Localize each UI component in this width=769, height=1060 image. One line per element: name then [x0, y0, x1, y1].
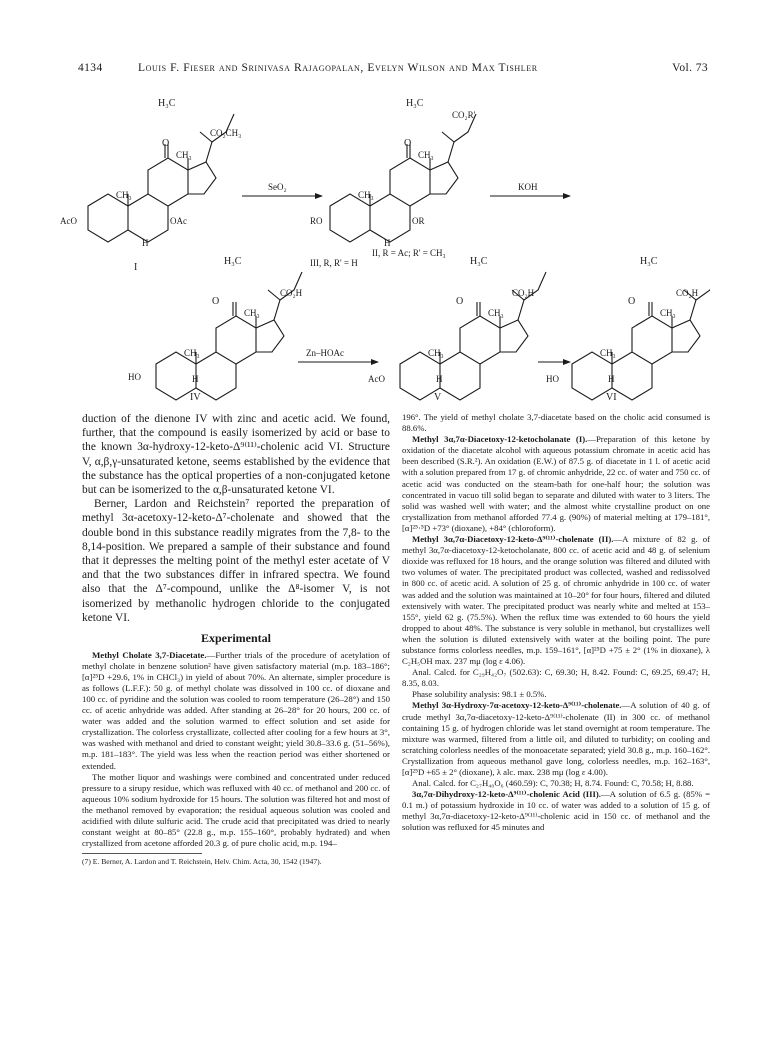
paragraph-text: —A solution of 6.5 g. (85% = 0.1 m.) of potassium hydroxide in 10 cc. of water was added to a solution of 15 g. of methyl 3α,7α-diacetoxy-12-keto-Δ⁹⁽¹¹⁾-cholenic acid in 150 cc. of methanol and the solution was refluxed for 45 minutes and	[402, 789, 710, 833]
h3c-label: H₃C	[406, 98, 424, 109]
alkoxy-label: RO	[310, 216, 323, 226]
compound-label-VI: VI	[606, 392, 617, 403]
acid-label: CO₂H	[676, 288, 699, 298]
h3c-label: H₃C	[224, 256, 242, 267]
left-column	[82, 412, 390, 867]
ch3-label: CH₃	[358, 190, 374, 200]
volume-label: Vol. 73	[672, 62, 708, 74]
ch3-label: CH₃	[176, 150, 192, 160]
h-label: H	[384, 238, 391, 248]
ch3-label: CH₃	[418, 150, 434, 160]
paragraph	[402, 789, 710, 833]
paragraph: The mother liquor and washings were combined and concentrated under reduced pressure to a sirupy residue, which was refluxed with 40 cc. of methanol and 200 cc. of aqueous 10% sodium hydroxide for 15 hours. The solution was filtered hot and most of the methanol removed by evaporation; the residual aqueous solution was cooled and acidified with dilute sulfuric acid. The crude acid that precipitated was dried to nearly constant weight at 80–85° (22.8 g., m.p. 155–160°, probably hydrated) and when crystallized from acetone afforded 20.3 g. of pure cholic acid, m.p. 194–	[82, 771, 390, 849]
ch3-label: CH₃	[660, 308, 676, 318]
compound-label-IV: IV	[190, 392, 201, 403]
ch3-label: CH₃	[116, 190, 132, 200]
run-in-heading: Methyl Cholate 3,7-Diacetate.	[92, 649, 207, 660]
paragraph: duction of the dienone IV with zinc and acetic acid. We found, further, that the compound is easily isomerized by acid or base to the known 3α-hydroxy-12-keto-Δ⁹⁽¹¹⁾-cholenic acid VI. Structure V, α,β,γ-unsaturated ketone, seems established by the evidence that the substance has the optical properties of a non-conjugated ketone but can be isomerized to the α,β-unsaturated ketone VI.	[82, 413, 390, 497]
reagent-koh: KOH	[518, 182, 538, 192]
paragraph-text: —A solution of 40 g. of crude methyl 3α,7α-diacetoxy-12-keto-Δ⁹⁽¹¹⁾-cholenate (II) in 300 cc. of methanol containing 15 g. of hydrogen chloride was let stand overnight at room temperature. The mixture was warmed, filtered from a little oil, and diluted to turbidity; on cooling and scratching colorless needles of the monoacetate separated; yield 30.8 g., m.p. 160–162°. Crystallization from aqueous methanol gave long, colorless needles, m.p. 162–163°, [α]²⁵D +65 ± 2° (dioxane), λ alc. max. 238 mμ (log ε 4.00).	[402, 700, 711, 777]
reagent-zn-hoac: Zn–HOAc	[306, 348, 344, 358]
oxo-label: O	[162, 138, 170, 149]
acetoxy-label: AcO	[368, 374, 385, 384]
oxo-label: O	[404, 138, 412, 149]
acid-label: CO₂H	[512, 288, 535, 298]
alkoxy-label: OR	[412, 216, 425, 226]
page-number: 4134	[78, 62, 103, 74]
compound-V	[368, 256, 546, 403]
arrow-zn-hoac	[298, 348, 378, 362]
reaction-scheme	[60, 88, 710, 406]
ester-label: CO₂R'	[452, 110, 476, 120]
running-authors: Louis F. Fieser and Srinivasa Rajagopalan, Evelyn Wilson and Max Tishler	[138, 62, 538, 74]
running-header	[78, 62, 708, 78]
arrow-koh	[490, 182, 570, 196]
paragraph: Anal. Calcd. for C₂₇H₄₀O₆ (460.59): C, 70.38; H, 8.74. Found: C, 70.58; H, 8.88.	[412, 778, 694, 789]
h3c-label: H₃C	[470, 256, 488, 267]
compound-label-II: II, R = Ac; R' = CH₃	[372, 248, 446, 258]
oxo-label: O	[212, 296, 220, 307]
paragraph	[402, 534, 710, 667]
acetoxy-label: OAc	[170, 216, 187, 226]
ch3-label: CH₃	[428, 348, 444, 358]
ch3-label: CH₃	[184, 348, 200, 358]
footnote-text: (7) E. Berner, A. Lardon and T. Reichstein, Helv. Chim. Acta, 30, 1542 (1947).	[82, 857, 322, 867]
hydroxy-label: HO	[128, 372, 141, 382]
compound-label-III: III, R, R' = H	[310, 258, 358, 268]
hydroxy-label: HO	[546, 374, 559, 384]
paragraph: Anal. Calcd. for C₂₉H₄₂O₇ (502.63): C, 69.30; H, 8.42. Found: C, 69.25, 69.47; H, 8.35, 8.03.	[402, 667, 710, 689]
h-label: H	[192, 374, 199, 384]
compound-IV	[128, 256, 303, 403]
h3c-label: H₃C	[158, 98, 176, 109]
ester-label: CO₂CH₃	[210, 128, 242, 138]
h-label: H	[436, 374, 443, 384]
reagent-seo2: SeO₂	[268, 182, 287, 192]
acetoxy-label: AcO	[60, 216, 77, 226]
h3c-label: H₃C	[640, 256, 658, 267]
compound-label-I: I	[134, 262, 138, 273]
paragraph	[402, 700, 710, 778]
run-in-heading: 3α,7α-Dihydroxy-12-keto-Δ⁹⁽¹¹⁾-cholenic Acid (III).	[412, 789, 601, 800]
paragraph: Phase solubility analysis: 98.1 ± 0.5%.	[412, 689, 547, 700]
paragraph-text: —Further trials of the procedure of acetylation of methyl cholate in benzene solution² have given satisfactory material (m.p. 183–186°; [α]²⁵D +29.6, 1% in CHCl₃) in yield of about 70%. An alternate, simpler procedure is as follows (L.F.F.): 50 g. of methyl cholate was dissolved in 100 cc. of dioxane and 100 cc. of pyridine and the solution was cooled to room temperature (26–28°) and 150 cc. of acetic anhydride was added. After standing at 26–28° for 20 hours, 200 cc. of water was added and the solution warmed to effect solution and set aside for crystallization. The colorless crystallizate, collected after cooling for a few hours at 3°, was washed with methanol and dried to constant weight; yield 30.8–33.6 g. (51–56%), m.p. 181–183°. The yield was less when the reaction period was either shortened or extended.	[82, 649, 390, 771]
paragraph-text: —Preparation of this ketone by oxidation of the diacetate alcohol with aqueous potassium chromate in acetic acid has been described (S.R.²). An oxidation (E.W.) of 87.5 g. of diacetate in 1 l. of acetic acid with a solution prepared from 17 g. of chromic anhydride, 22 cc. of water and 750 cc. of acetic acid was conducted on the steam-bath for one-half hour; the solution was concentrated in vacuo till solid began to separate and diluted with water to 3 liters. The solid was washed well with water; and the almost white crystalline product on one crystallization from methanol afforded 77.4 g. (90%) of material melting at 179–181°, [α]²⁵·⁵D +73° (dioxane), +84° (chloroform).	[402, 434, 710, 533]
run-in-heading: Methyl 3α,7α-Diacetoxy-12-ketocholanate (I).	[412, 434, 588, 445]
paragraph	[82, 650, 390, 772]
oxo-label: O	[628, 296, 636, 307]
h-label: H	[608, 374, 615, 384]
arrow-seo2	[242, 182, 322, 196]
compound-II-III	[310, 98, 476, 268]
paragraph: Berner, Lardon and Reichstein⁷ reported the preparation of methyl 3α-acetoxy-12-keto-Δ⁷-cholenate and showed that the double bond in this substance readily migrates from the 7,8- to the 8,14-position. We prepared a sample of their substance and found that it depresses the melting point of the methyl ester acetate of V and that the two substances differ in infrared spectra. We found also that the Δ⁷-compound, unlike the Δ⁸-isomer V, is not isomerized by methanolic hydrogen chloride to the conjugated ketone VI.	[82, 498, 390, 624]
ch3-label: CH₃	[244, 308, 260, 318]
paragraph-text: —A mixture of 82 g. of methyl 3α,7α-diacetoxy-12-ketocholanate, 800 cc. of acetic acid and 48 g. of selenium dioxide was refluxed for 18 hours, and the orange solution was filtered and diluted with two volumes of water. The precipitated product was collected, washed and redissolved in 800 cc. of acetic acid. A solution of 25 g. of chromic anhydride in 100 cc. of water was added and the solution was maintained at 10–20° for four hours, filtered and diluted extensively with water. The precipitated product was nearly white and melted at 153–155°, yield 62 g. (75.5%). When the reflux time was extended to 60 hours the yield dropped to about 48%. The substance is very soluble in methanol, but crystallizes well when the solution is diluted extensively with water at the boiling point. The pure substance forms colorless needles, m.p. 159–161°, [α]²⁵D +75 ± 2° (1% in dioxane), λ C₂H₅OH max. 237 mμ (log ε 4.06).	[402, 534, 710, 667]
acid-label: CO₂H	[280, 288, 303, 298]
run-in-heading: Methyl 3α,7α-Diacetoxy-12-keto-Δ⁹⁽¹¹⁾-cholenate (II).	[412, 534, 614, 545]
oxo-label: O	[456, 296, 464, 307]
run-in-heading: Methyl 3α-Hydroxy-7α-acetoxy-12-keto-Δ⁹⁽¹¹⁾-cholenate.	[412, 700, 622, 711]
ch3-label: CH₃	[488, 308, 504, 318]
compound-label-V: V	[434, 392, 442, 403]
h-label: H	[142, 238, 149, 248]
compound-I	[60, 98, 241, 273]
paragraph: 196°. The yield of methyl cholate 3,7-diacetate based on the cholic acid consumed is 88.6%.	[402, 412, 710, 434]
ch3-label: CH₃	[600, 348, 616, 358]
compound-VI	[546, 256, 710, 403]
paragraph	[402, 434, 710, 534]
right-column	[402, 412, 710, 834]
section-heading: Experimental	[201, 631, 271, 646]
footnote	[82, 853, 322, 867]
